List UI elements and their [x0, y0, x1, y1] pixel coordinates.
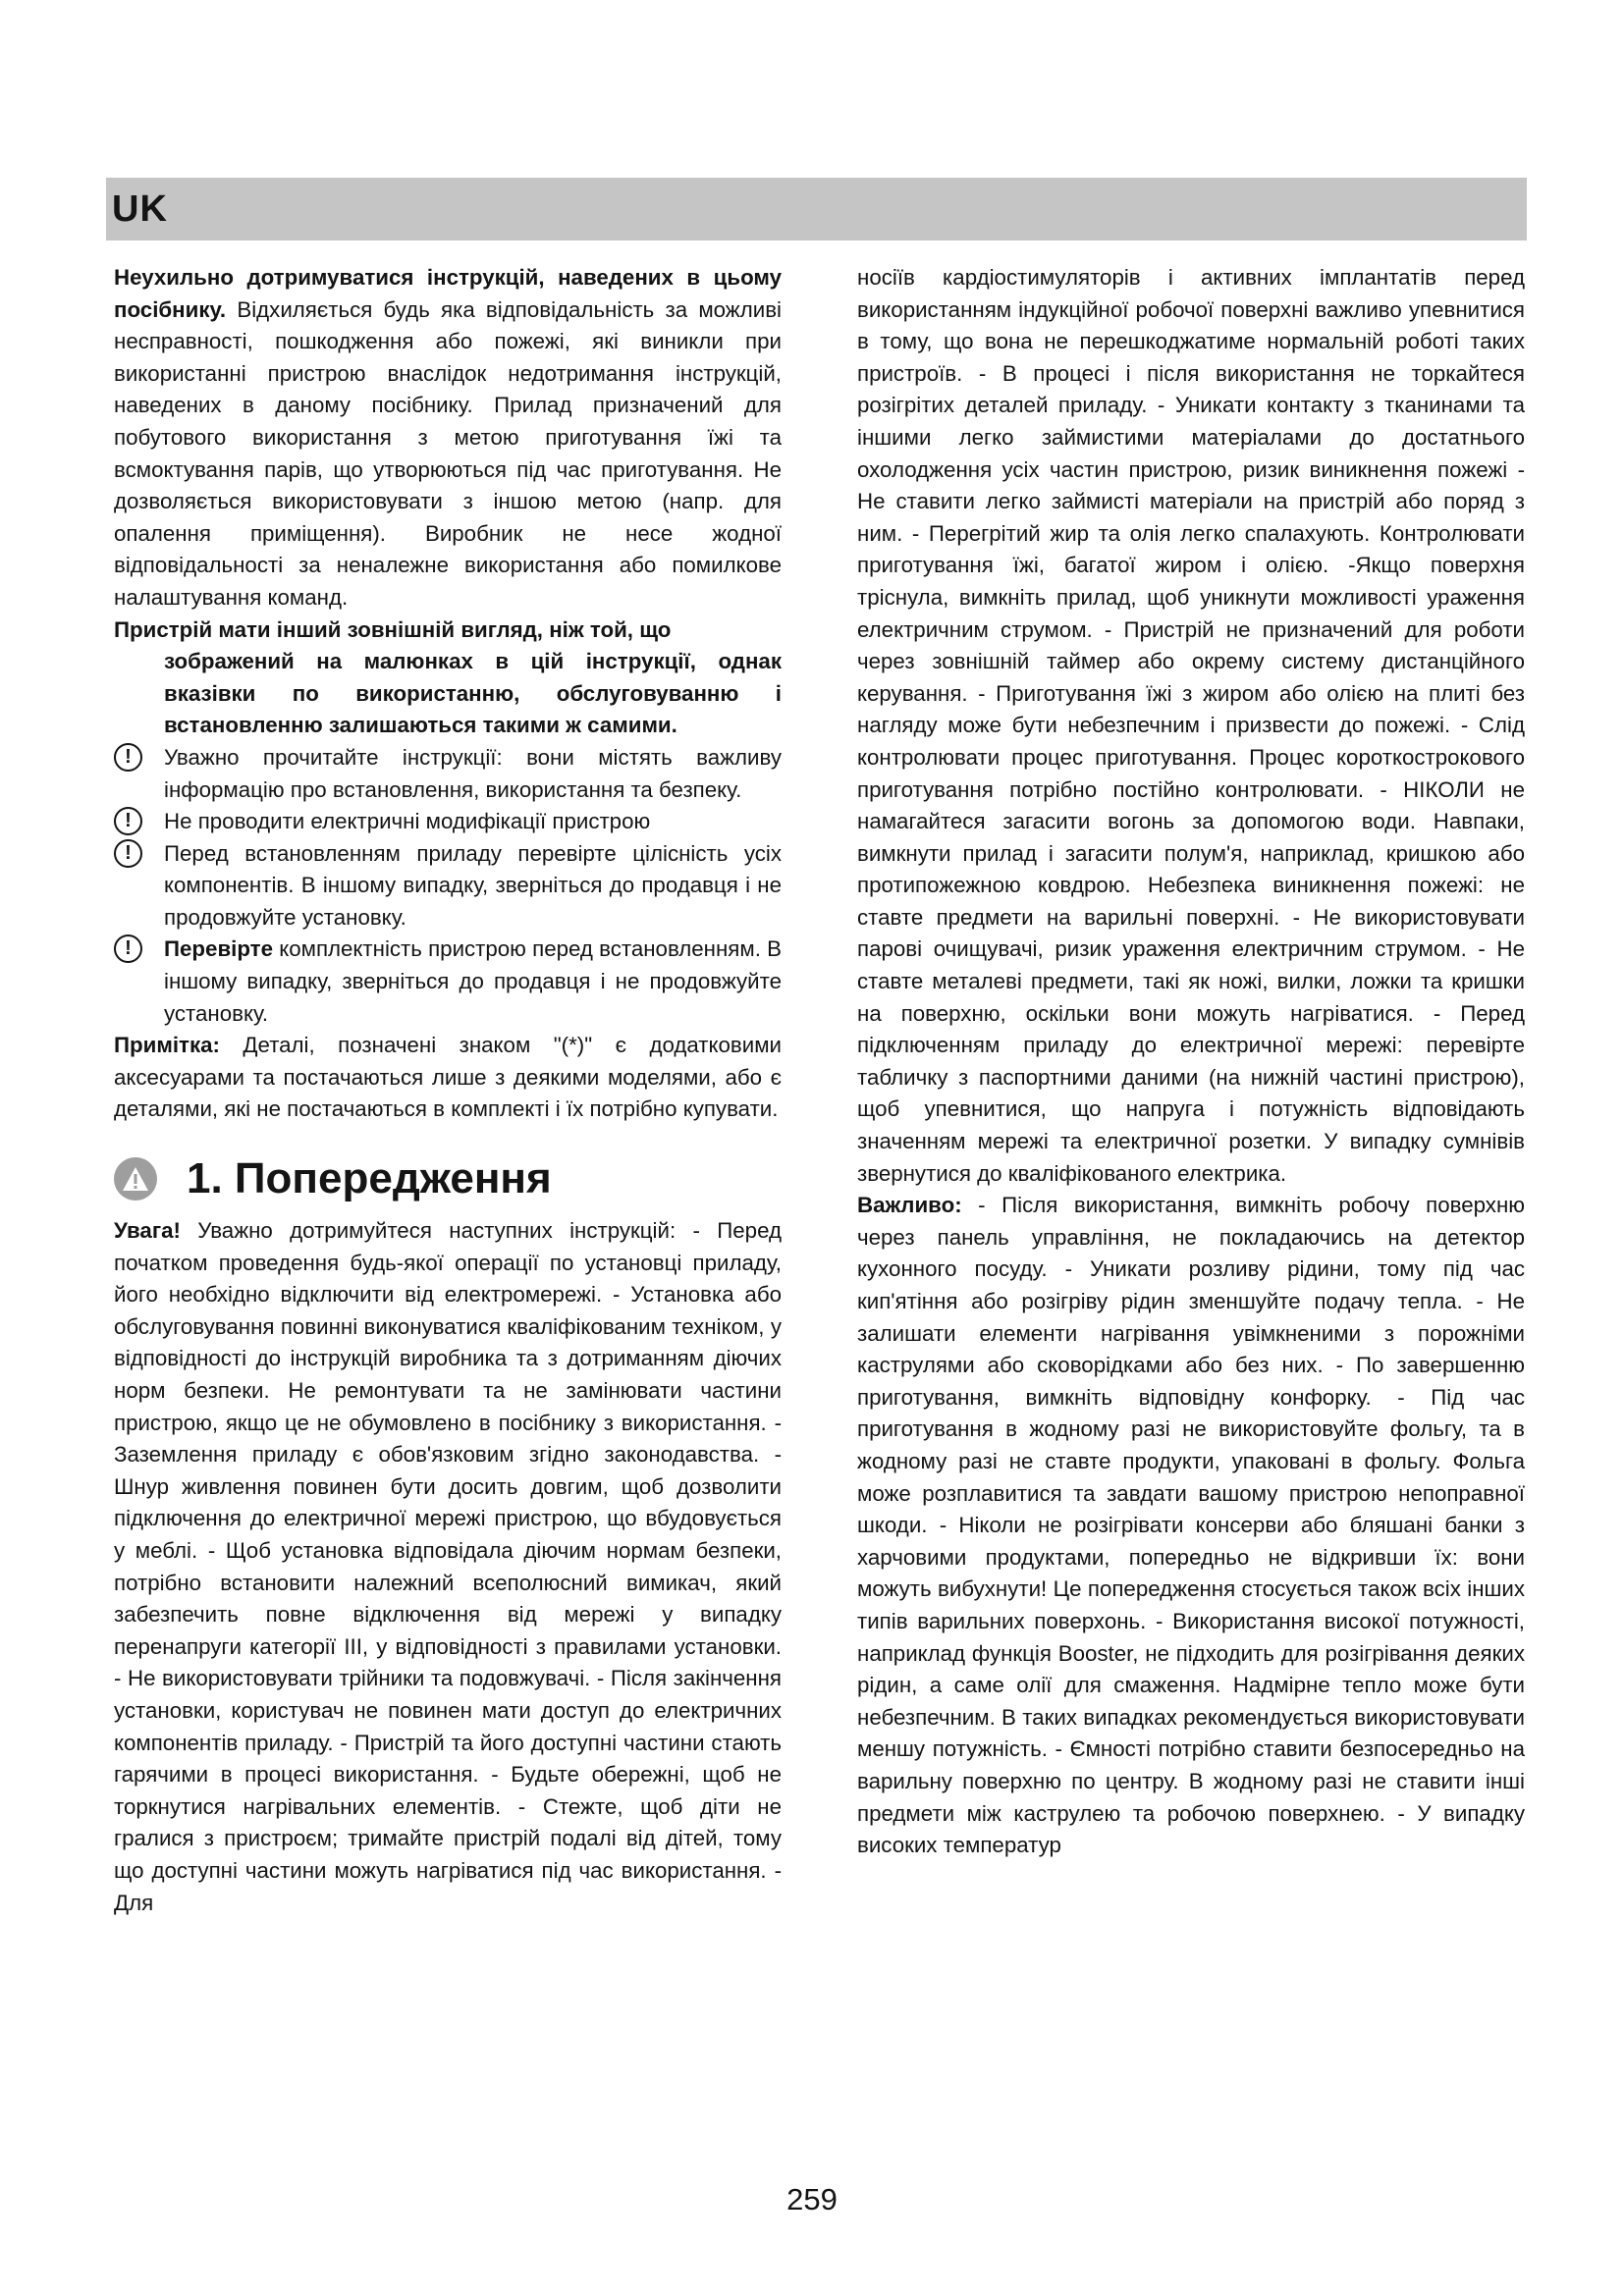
note-text: комплектність пристрою перед встановленням. В іншому випадку, зверніться до продавця і не продовжуйте установку. [164, 936, 782, 1026]
language-code: UK [112, 188, 168, 230]
language-header-bar [106, 178, 1527, 240]
section-heading [114, 1150, 782, 1207]
left-column [114, 262, 782, 1919]
page-number: 259 [786, 2182, 838, 2216]
intro-text: Відхиляється будь яка відповідальність за можливі несправності, пошкодження або пожежі, які виникли при використанні пристрою внаслідок недотримання інструкцій, наведених в даному посібнику. Прилад призначений для побутового використання з метою приготування їжі та всмоктування парів, що утворюються під час приготування. Не дозволяється використовувати з іншою метою (напр. для опалення приміщення). Виробник не несе жодної відповідальності за неналежне використання або помилкове налаштування команд. [114, 296, 782, 610]
note-text: Не проводити електричні модифікації пристрою [164, 809, 651, 834]
warning-triangle-icon [114, 1157, 157, 1201]
section-title: 1. Попередження [187, 1154, 552, 1203]
exclamation-circle-icon: ! [114, 807, 142, 835]
important-label: Важливо: [857, 1193, 962, 1218]
remark-label: Примітка: [114, 1033, 220, 1058]
intro-bold: Неухильно дотримуватися інструкцій, наведених в цьому посібнику. [114, 265, 782, 322]
note-text: Уважно прочитайте інструкції: вони містять важливу інформацію про встановлення, використання та безпеку. [164, 744, 782, 802]
note-item [114, 742, 782, 806]
attention-text: Уважно дотримуйтеся наступних інструкцій: - Перед початком проведення будь-якої операції по установці приладу, його необхідно відключити від електромережі. - Установка або обслуговування повинні виконуватися кваліфікованим техніком, у відповідності до інструкцій виробника та з дотриманням діючих норм безпеки. Не ремонтувати та не замінювати частини пристрою, якщо це не обумовлено в посібнику з використання. - Заземлення приладу є обов'язковим згідно законодавства. - Шнур живлення повинен бути досить довгим, щоб дозволити підключення до електричної мережі пристрою, що вбудовується у меблі. - Щоб установка відповідала діючим нормам безпеки, потрібно встановити належний всеполюсний вимикач, який забезпечить повне відключення від мережі у випадку перенапруги категорії III, у відповідності з правилами установки. - Не використовувати трійники та подовжувачі. - Після закінчення установки, користувач не повинен мати доступ до електричних компонентів приладу. - Пристрій та його доступні частини стають гарячими в процесі використання. - Будьте обережні, щоб не торкнутися нагрівальних елементів. - Стежте, щоб діти не гралися з пристроєм; тримайте пристрій подалі від дітей, тому що доступні частини можуть нагріватися під час використання. - Для [114, 1218, 782, 1915]
important-text: - Після використання, вимкніть робочу поверхню через панель управління, не покладаючись на детектор кухонного посуду. - Уникати розливу рідини, тому під час кип'ятіння або розігріву рідин зменшуйте подачу тепла. - Не залишати елементи нагрівання увімкненими з порожніми каструлями або сковорідками або без них. - По завершенню приготування, вимкніть відповідну конфорку. - Під час приготування в жодному разі не використовуйте фольгу, та в жодному разі не ставте продукти, упаковані в фольгу. Фольга може розплавитися та завдати вашому пристрою непоправної шкоди. - Ніколи не розігрівати консерви або бляшані банки з харчовими продуктами, попередньо не відкривши їх: вони можуть вибухнути! Це попередження стосується також всіх інших типів варильних поверхонь. - Використання високої потужності, наприклад функція Booster, не підходить для розігрівання деяких рідин, а саме олії для смаження. Надмірне тепло може бути небезпечним. В таких випадках рекомендується використовувати меншу потужність. - Ємності потрібно ставити безпосередньо на варильну поверхню по центру. В жодному разі не ставити інші предмети між каструлею та робочою поверхнею. - У випадку високих температур [857, 1193, 1525, 1858]
note-item [114, 806, 782, 838]
exclamation-circle-icon: ! [114, 839, 142, 868]
appearance-text: зображений на малюнках в цій інструкції, однак вказівки по використанню, обслуговуванню і встановленню залишаються такими ж самими. [164, 649, 782, 738]
exclamation-circle-icon: ! [114, 934, 142, 963]
appearance-lead: Пристрій мати інший зовнішній вигляд, ніж той, що [114, 616, 672, 642]
attention-paragraph [114, 1215, 782, 1919]
note-text: Перед встановленням приладу перевірте цілісність усіх компонентів. В іншому випадку, зверніться до продавця і не продовжуйте установку. [164, 840, 782, 930]
note-item [114, 838, 782, 934]
right-column [857, 262, 1525, 1862]
intro-paragraph [114, 262, 782, 614]
remark-paragraph [114, 1030, 782, 1126]
remark-text: Деталі, позначені знаком "(*)" є додатковими аксесуарами та постачаються лише з деякими моделями, або є деталями, які не постачаються в комплекті і їх потрібно купувати. [114, 1033, 782, 1122]
exclamation-circle-icon: ! [114, 743, 142, 772]
attention-label: Увага! [114, 1218, 181, 1244]
note-bold: Перевірте [164, 936, 273, 962]
important-paragraph [857, 1190, 1525, 1861]
note-item [114, 934, 782, 1030]
safety-paragraph: носіїв кардіостимуляторів і активних імплантатів перед використанням індукційної робочої поверхні важливо упевнитися в тому, що вона не перешкоджатиме нормальній роботі таких пристроїв. - В процесі і після використання не торкайтеся розігрітих деталей приладу. - Уникати контакту з тканинами та іншими легко займистими матеріалами до достатнього охолодження усіх частин пристрою, ризик виникнення пожежі - Не ставити легко займисті матеріали на пристрій або поряд з ним. - Перегрітий жир та олія легко спалахують. Контролювати приготування їжі, багатої жиром і олією. -Якщо поверхня тріснула, вимкніть прилад, щоб уникнути можливості ураження електричним струмом. - Пристрій не призначений для роботи через зовнішній таймер або окрему систему дистанційного керування. - Приготування їжі з жиром або олією на плиті без нагляду може бути небезпечним і призвести до пожежі. - Слід контролювати процес приготування. Процес короткострокового приготування потрібно постійно контролювати. - НІКОЛИ не намагайтеся загасити вогонь за допомогою води. Навпаки, вимкнути прилад і загасити полум'я, наприклад, кришкою або протипожежною ковдрою. Небезпека виникнення пожежі: не ставте предмети на варильні поверхні. - Не використовувати парові очищувачі, ризик ураження електричним струмом. - Не ставте металеві предмети, такі як ножі, вилки, ложки та кришки на поверхню, оскільки вони можуть нагріватися. - Перед підключенням приладу до електричної мережі: перевірте табличку з паспортними даними (на нижній частині пристрою), щоб упевнитися, що напруга і потужність відповідають значенням мережі та електричної розетки. У випадку сумнівів звернутися до кваліфікованого електрика. [857, 265, 1525, 1186]
